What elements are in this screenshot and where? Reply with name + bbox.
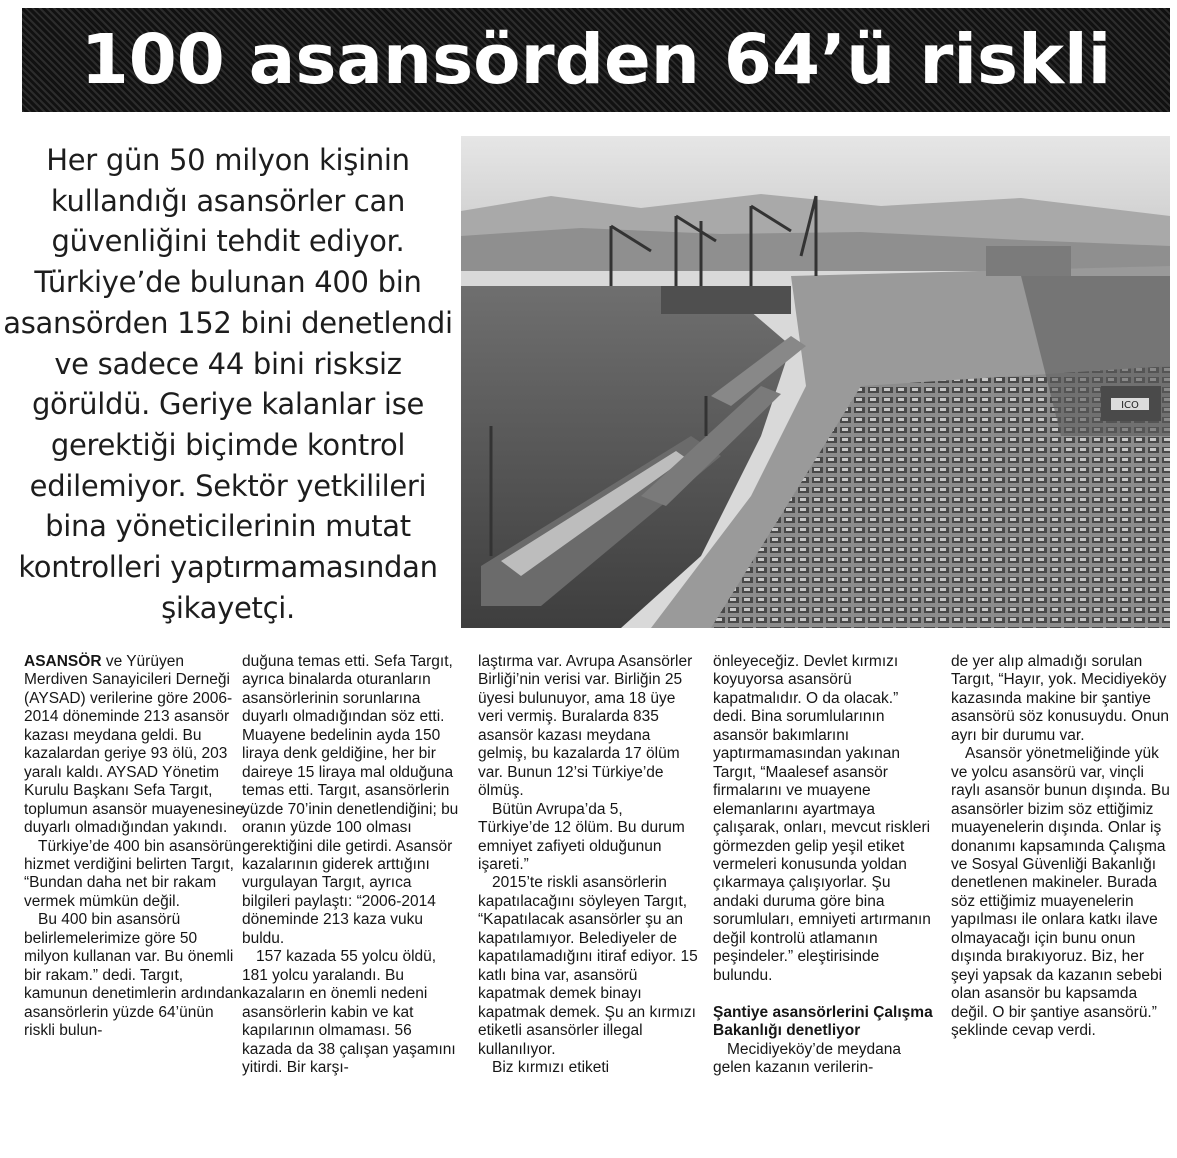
- harbor-photo: [461, 136, 1170, 628]
- paragraph: de yer alıp almadığı sorulan Targıt, “Hayır, yok. Mecidiyeköy kazasında makine bir şantiye asansörü söz konusuydu. Onun ayrı bir durumu var.: [951, 653, 1169, 744]
- paragraph: 157 kazada 55 yolcu öldü, 181 yolcu yaralandı. Bu kazaların en önemli nedeni asansörlerin kabin ve kat kapılarının olmaması. 56 kazada da 38 çalışan yaşamını yitirdi. Bir karşı-: [242, 948, 456, 1076]
- paragraph: duğuna temas etti. Sefa Targıt, ayrıca binalarda oturanların asansörlerinin sorunlarına duyarlı olmadığından söz etti. Muayene bedelinin ayda 150 liraya denk geldiğine, her bir daireye 15 liraya mal olduğuna temas etti. Targıt, asansörlerin yüzde 70’inin denetlendiğini; bu oranın yüzde 100 olması gerektiğini dile getirdi. Asansör kazalarının giderek arttığını vurgulayan Targıt, ayrıca bilgileri paylaştı: “2006-2014 döneminde 213 kaza vuku buldu.: [242, 653, 459, 947]
- article-column-5: [951, 653, 1171, 1041]
- paragraph: ve Yürüyen Merdiven Sanayicileri Derneği (AYSAD) verilerine göre 2006-2014 döneminde 213 asansör kazası meydana geldi. Bu kazalardan geriye 93 ölü, 203 yaralı kaldı. AYSAD Yönetim Kurulu Başkanı Sefa Targıt, toplumun asansör muayenesine duyarlı olmadığından yakındı.: [24, 653, 244, 837]
- paragraph: Asansör yönetmeliğinde yük ve yolcu asansörü var, vinçli raylı asansör bunun dışında. Bu asansörler bizim söz ettiğimiz muayenelerin dışında. Onlar iş donanımı kapsamında Çalışma ve Sosyal Güvenliği Bakanlığı denetlenen makineler. Burada söz ettiğimiz muayenelerin yapılması ile onlara katkı ilave olmayacağı için bunu onun dışında bırakıyoruz. Biz, her şeyi yapsak da kazanın sebebi olan asansör bu kapsamda değil. O bir şantiye asansörü.” şeklinde cevap verdi.: [951, 745, 1170, 1040]
- paragraph: 2015’te riskli asansörlerin kapatılacağını söyleyen Targıt, “Kapatılacak asansörler şu an kapatılamıyor. Belediyeler de kapatılamadığını itiraf ediyor. 15 katlı bina var, asansörü kapatmak demek binayı kapatmak demek. Şu an kırmızı etiketli asansörler illegal kullanılıyor.: [478, 874, 698, 1058]
- headline-banner: [22, 8, 1170, 112]
- article-column-2: [242, 653, 462, 1077]
- photo-sign-text: ICO: [1121, 400, 1139, 411]
- paragraph: Bu 400 bin asansörü belirlemelerimize göre 50 milyon kullanan var. Bu önemli bir rakam.” dedi. Targıt, kamunun denetimlerin ardından asansörlerin yüzde 64’ünün riskli bulun-: [24, 911, 242, 1040]
- paragraph: Türkiye’de 400 bin asansörün hizmet verdiğini belirten Targıt, “Bundan daha net bir rakam vermek mümkün değil.: [24, 837, 242, 910]
- lead-word: ASANSÖR: [24, 653, 102, 670]
- article-column-4: [713, 653, 933, 1077]
- paragraph: Bütün Avrupa’da 5, Türkiye’de 12 ölüm. Bu durum emniyet zafiyeti olduğunun işareti.”: [478, 800, 685, 873]
- headline: 100 asansörden 64’ü riskli: [80, 20, 1112, 100]
- subheading: Şantiye asansörlerini Çalışma Bakanlığı denetliyor: [713, 1003, 933, 1040]
- paragraph: Mecidiyeköy’de meydana gelen kazanın verilerin-: [713, 1040, 902, 1076]
- paragraph: laştırma var. Avrupa Asansörler Birliği’nin verisi var. Birliğin 25 üyesi bulunuyor, ama 18 üye veri vermiş. Buralarda 835 asansör kazası meydana gelmiş, bu kazalarda 17 ölüm var. Bunun 12’si Türkiye’de ölmüş.: [478, 653, 693, 800]
- paragraph: Biz kırmızı etiketi: [492, 1058, 610, 1076]
- deck-summary: Her gün 50 milyon kişinin kullandığı asansörler can güvenliğini tehdit ediyor. Türkiye’de bulunan 400 bin asansörden 152 bini denetlendi ve sadece 44 bini risksiz görüldü. Geriye kalanlar ise gerektiği biçimde kontrol edilemiyor. Sektör yetkilileri bina yöneticilerinin mutat kontrolleri yaptırmamasından şikayetçi.: [3, 143, 453, 625]
- paragraph: önleyeceğiz. Devlet kırmızı koyuyorsa asansörü kapatmalıdır. O da olacak.” dedi. Bina sorumlularının asansör bakımlarını yaptırmamasından yakınan Targıt, “Maalesef asansör firmalarını ve muayene elemanlarını ayartmaya çalışarak, onları, mevcut riskleri görmezden gelip yeşil etiket vermeleri konusunda yoldan çıkarmaya çalışıyorlar. Şu andaki duruma göre bina sorumluları, emniyeti artırmanın değil kontrolü atlamanın peşindeler.” eleştirisinde bulundu.: [713, 653, 931, 984]
- article-column-3: [478, 653, 698, 1077]
- article-column-1: [24, 653, 244, 1041]
